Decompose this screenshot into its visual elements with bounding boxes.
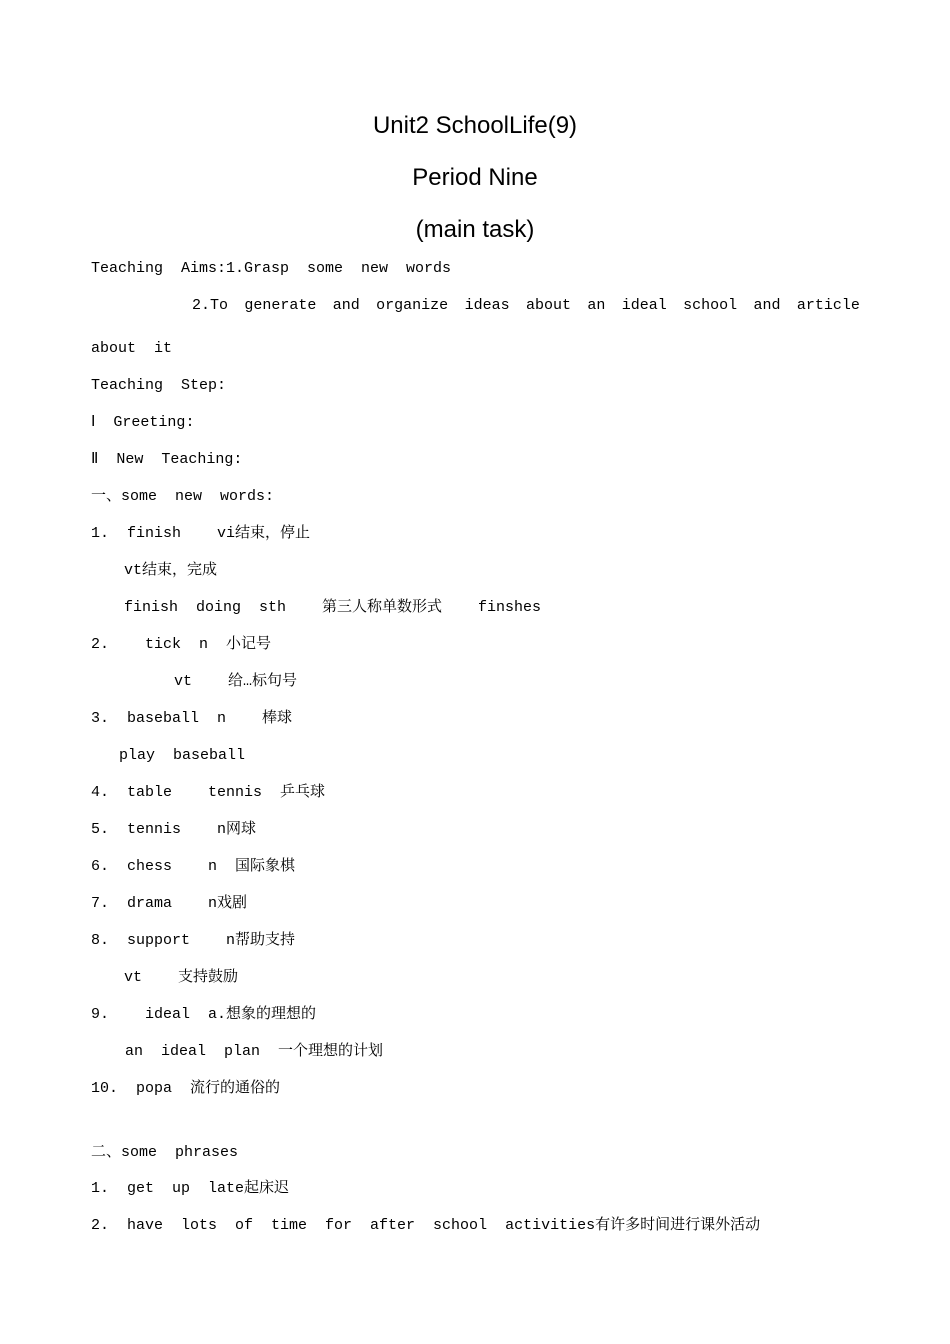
word-line: 4. table tennis 乒乓球 — [91, 784, 326, 801]
word-line: 1. finish vi结束，停止 — [91, 525, 311, 542]
title-line-1: Unit2 SchoolLife(9) — [372, 112, 578, 139]
aims-word: organize — [376, 297, 449, 314]
word-line: 8. support n帮助支持 — [91, 932, 296, 949]
aims-word: ideal — [621, 297, 667, 314]
aims-line-3: about it — [91, 340, 173, 357]
aims-word: and — [332, 297, 360, 314]
word-line: an ideal plan 一个理想的计划 — [125, 1043, 384, 1060]
aims-word: generate — [244, 297, 317, 314]
aims-word: an — [587, 297, 606, 314]
steps-heading: Teaching Step: — [91, 377, 227, 394]
aims-word: article — [796, 297, 860, 314]
word-line: 10. popa 流行的通俗的 — [91, 1080, 281, 1097]
word-line: finish doing sth 第三人称单数形式 finshes — [124, 599, 542, 616]
aims-word: 2.To — [192, 297, 229, 314]
phrase-line: 2. have lots of time for after school activities有许多时间进行课外活动 — [91, 1217, 761, 1234]
step-new-teaching: Ⅱ New Teaching: — [91, 451, 243, 468]
word-line: play baseball — [119, 747, 246, 764]
word-line: 7. drama n戏剧 — [91, 895, 248, 912]
aims-line-2 — [192, 296, 860, 316]
word-line: 6. chess n 国际象棋 — [91, 858, 296, 875]
word-line: vt 给…标句号 — [174, 673, 298, 690]
word-line: 5. tennis n网球 — [91, 821, 257, 838]
phrase-line: 1. get up late起床迟 — [91, 1180, 290, 1197]
step-greeting: Ⅰ Greeting: — [91, 414, 195, 431]
title-line-2: Period Nine — [412, 164, 538, 191]
aims-word: and — [753, 297, 781, 314]
aims-word: school — [683, 297, 738, 314]
word-line: vt结束，完成 — [124, 562, 218, 579]
title-line-3: (main task) — [415, 216, 535, 243]
phrases-heading: 二、some phrases — [91, 1144, 239, 1161]
word-line: 2. tick n 小记号 — [91, 636, 272, 653]
word-line: 3. baseball n 棒球 — [91, 710, 293, 727]
aims-word: about — [525, 297, 571, 314]
word-line: 9. ideal a.想象的理想的 — [91, 1006, 317, 1023]
word-line: vt 支持鼓励 — [124, 969, 239, 986]
aims-line-1: Teaching Aims:1.Grasp some new words — [91, 260, 452, 277]
words-heading: 一、some new words: — [91, 488, 275, 505]
aims-word: ideas — [464, 297, 510, 314]
